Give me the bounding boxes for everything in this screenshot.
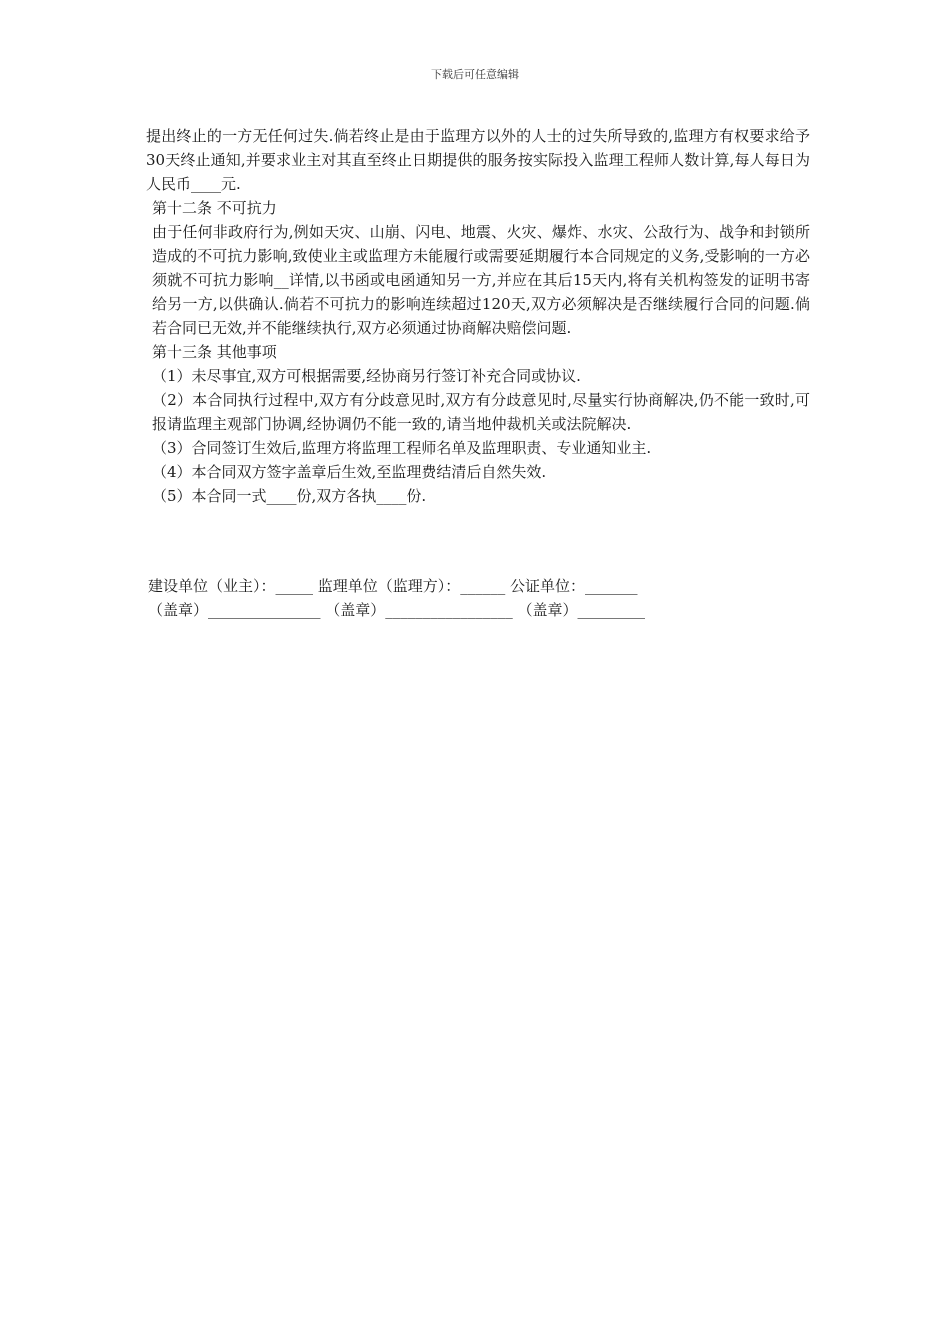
signature-parties-row: 建设单位（业主）：_____ 监理单位（监理方）：______ 公证单位：_______ xyxy=(148,577,638,595)
list-item-4: （4）本合同双方签字盖章后生效,至监理费结清后自然失效. xyxy=(152,463,547,481)
list-item-5: （5）本合同一式____份,双方各执____份. xyxy=(152,487,427,505)
list-item-1: （1）未尽事宜,双方可根据需要,经协商另行签订补充合同或协议. xyxy=(152,367,581,385)
paragraph-force-majeure: 由于任何非政府行为,例如天灾、山崩、闪电、地震、火灾、爆炸、水灾、公敌行为、战争和封锁所造成的不可抗力影响,致使业主或监理方未能履行或需要延期履行本合同规定的义务,受影响的一方必须就不可抗力影响__详情,以书函或电函通知另一方,并应在其后15天内,将有关机构签发的证明书寄给另一方,以供确认.倘若不可抗力的影响连续超过120天,双方必须解决是否继续履行合同的问题.倘若合同已无效,并不能继续执行,双方必须通过协商解决赔偿问题. xyxy=(152,223,810,337)
signature-block xyxy=(148,574,808,622)
list-item-2: （2）本合同执行过程中,双方有分歧意见时,双方有分歧意见时,尽量实行协商解决,仍不能一致时,可报请监理主观部门协调,经协调仍不能一致的,请当地仲裁机关或法院解决. xyxy=(152,391,810,433)
article-13-heading: 第十三条 其他事项 xyxy=(152,343,277,361)
document-body xyxy=(146,124,810,508)
signature-seal-row: （盖章）_______________ （盖章）_________________ （盖章）_________ xyxy=(148,601,646,619)
article-12-heading: 第十二条 不可抗力 xyxy=(152,199,277,217)
paragraph-termination: 提出终止的一方无任何过失.倘若终止是由于监理方以外的人士的过失所导致的,监理方有权要求给予30天终止通知,并要求业主对其直至终止日期提供的服务按实际投入监理工程师人数计算,每人每日为人民币____元. xyxy=(146,127,810,193)
page-header: 下载后可任意编辑 xyxy=(431,68,519,81)
list-item-3: （3）合同签订生效后,监理方将监理工程师名单及监理职责、专业通知业主. xyxy=(152,439,652,457)
